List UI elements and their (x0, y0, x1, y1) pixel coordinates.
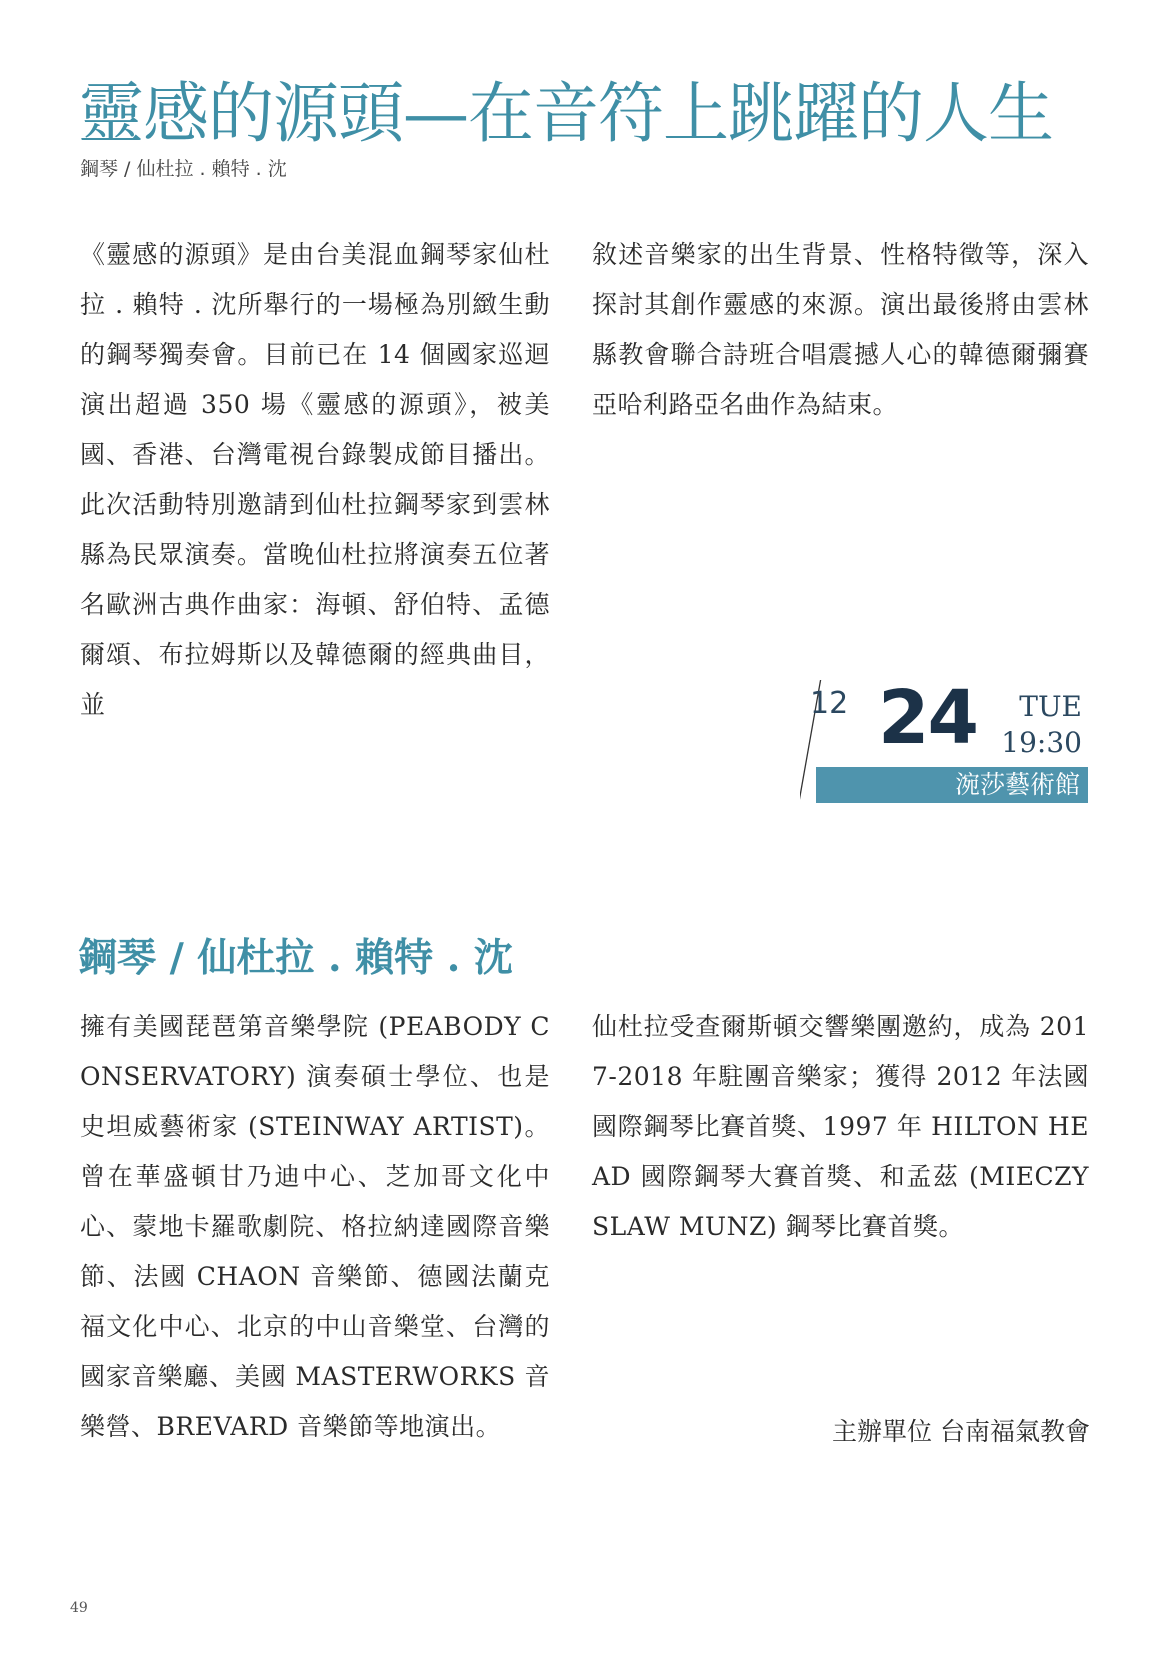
article-subtitle: 鋼琴 / 仙杜拉 . 賴特 . 沈 (80, 158, 287, 180)
event-month: 12 (810, 686, 849, 721)
performer-heading: 鋼琴 / 仙杜拉 . 賴特 . 沈 (78, 935, 513, 981)
event-time: 19:30 (1001, 726, 1082, 759)
intro-text-left: 《靈感的源頭》是由台美混血鋼琴家仙杜拉 . 賴特 . 沈所舉行的一場極為別緻生動的鋼琴獨奏會。目前已在 14 個國家巡迴演出超過 350 場《靈感的源頭》，被美國、香港、台灣電視台錄製成節目播出。此次活動特別邀請到仙杜拉鋼琴家到雲林縣為民眾演奏。當晚仙杜拉將演奏五位著名歐洲古典作曲家：海頓、舒伯特、孟德爾頌、布拉姆斯以及韓德爾的經典曲目，並 (80, 240, 550, 719)
performer-bio-right: 仙杜拉受查爾斯頓交響樂團邀約，成為 2017-2018 年駐團音樂家；獲得 2012 年法國國際鋼琴比賽首獎、1997 年 HILTON HEAD 國際鋼琴大賽首獎、和孟茲 (MIECZYSLAW MUNZ) 鋼琴比賽首獎。 (592, 1012, 1089, 1241)
article-title: 靈感的源頭—在音符上跳躍的人生 (78, 75, 1053, 152)
event-venue: 涴莎藝術館 (954, 770, 1080, 799)
intro-text-right: 敘述音樂家的出生背景、性格特徵等，深入探討其創作靈感的來源。演出最後將由雲林縣教會聯合詩班合唱震撼人心的韓德爾彌賽亞哈利路亞名曲作為結束。 (592, 240, 1089, 419)
performer-bio-left: 擁有美國琵琶第音樂學院 (PEABODY CONSERVATORY) 演奏碩士學位、也是史坦威藝術家 (STEINWAY ARTIST)。曾在華盛頓甘乃迪中心、芝加哥文化中心、蒙地卡羅歌劇院、格拉納達國際音樂節、法國 CHAON 音樂節、德國法蘭克福文化中心、北京的中山音樂堂、台灣的國家音樂廳、美國 MASTERWORKS 音樂營、BREVARD 音樂節等地演出。 (80, 1012, 550, 1441)
organizer-credit: 主辦單位 台南福氣教會 (832, 1417, 1090, 1446)
event-date-block (800, 675, 1100, 850)
page-number: 49 (70, 1600, 88, 1616)
event-venue-bar (816, 767, 1088, 803)
event-weekday: TUE (1019, 690, 1082, 723)
event-day: 24 (878, 675, 977, 761)
